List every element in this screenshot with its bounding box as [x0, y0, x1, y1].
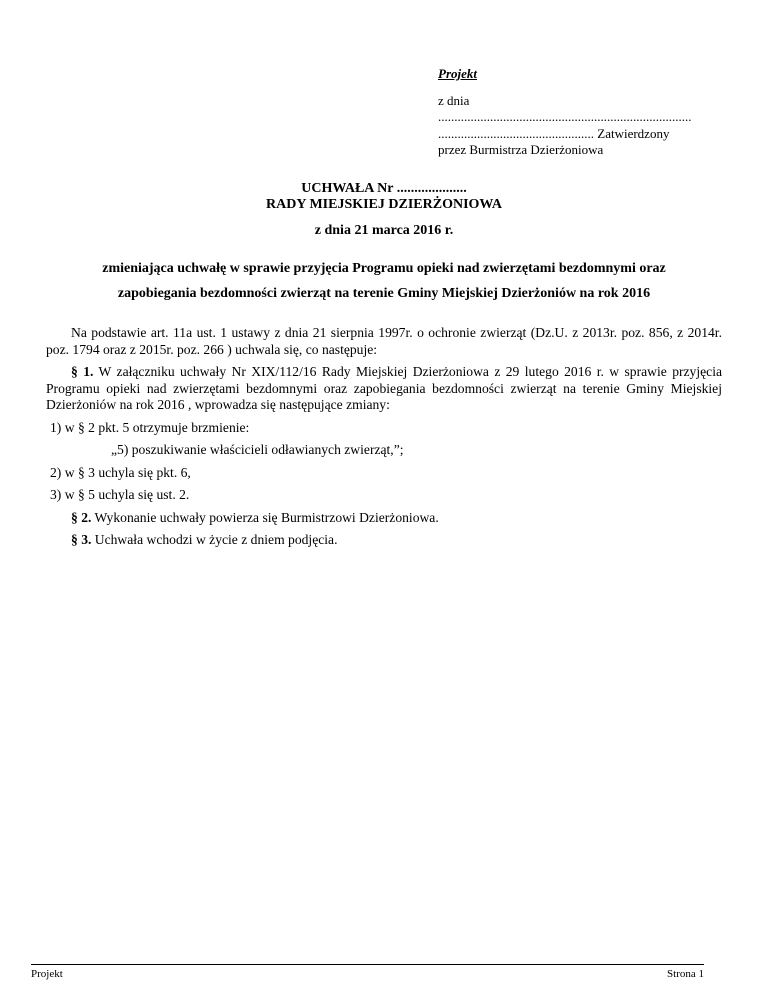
amendment-item-3: 3) w § 5 uchyla się ust. 2. — [50, 487, 190, 502]
footer-divider — [31, 964, 704, 965]
subject-line-2: zapobiegania bezdomności zwierząt na terenie Gminy Miejskiej Dzierżoniów na rok 2016 — [117, 286, 651, 301]
amendment-item-1: 1) w § 2 pkt. 5 otrzymuje brzmienie: — [50, 419, 250, 435]
page-number: Strona 1 — [667, 968, 704, 980]
resolution-number: UCHWAŁA Nr .................... — [301, 181, 467, 196]
paragraph-1-text: W załączniku uchwały Nr XIX/112/16 Rady Miejskiej Dzierżoniowa z 29 lutego 2016 r. w sprawie przyjęcia Programu opieki nad zwierzętami bezdomnymi oraz zapobiegania bezdomności zwierząt na terenie Gminy Miejskiej Dzierżoniów na rok 2016 , wprowadza się następujące zmiany: — [46, 364, 723, 412]
document-body — [46, 325, 722, 555]
resolution-date: z dnia 21 marca 2016 r. — [314, 223, 454, 238]
paragraph-1-number: § 1. — [71, 364, 94, 379]
stamp-approver-line: przez Burmistrza Dzierżoniowa — [438, 142, 604, 157]
paragraph-2 — [46, 510, 722, 527]
paragraph-3-text: Uchwała wchodzi w życie z dniem podjęcia. — [91, 532, 338, 547]
paragraph-2-text: Wykonanie uchwały powierza się Burmistrzowi Dzierżoniowa. — [91, 509, 439, 525]
stamp-dots-line: .............................................................................. — [438, 109, 692, 124]
council-name: RADY MIEJSKIEJ DZIERŻONIOWA — [266, 197, 502, 212]
amendment-item-2: 2) w § 3 uchyla się pkt. 6, — [50, 464, 191, 480]
amendment-quote: „5) poszukiwanie właścicieli odławianych zwierząt,”; — [111, 442, 404, 457]
resolution-subject — [0, 256, 768, 306]
project-label: Projekt — [438, 66, 477, 81]
footer-label: Projekt — [31, 968, 63, 980]
subject-line-1: zmieniająca uchwałę w sprawie przyjęcia Programu opieki nad zwierzętami bezdomnymi oraz — [102, 261, 666, 276]
preamble: Na podstawie art. 11a ust. 1 ustawy z dnia 21 sierpnia 1997r. o ochronie zwierząt (Dz.U. z 2013r. poz. 856, z 2014r. poz. 1794 oraz z 2015r. poz. 266 ) uchwala się, co następuje: — [46, 325, 722, 357]
paragraph-2-number: § 2. — [71, 509, 92, 525]
paragraph-1 — [46, 364, 722, 414]
stamp-approved-line: ................................................ Zatwierdzony — [438, 125, 670, 141]
document-title — [0, 181, 768, 213]
stamp-date-line: z dnia — [438, 92, 470, 108]
project-stamp — [438, 66, 713, 159]
paragraph-3 — [46, 532, 722, 549]
paragraph-3-number: § 3. — [71, 532, 92, 547]
